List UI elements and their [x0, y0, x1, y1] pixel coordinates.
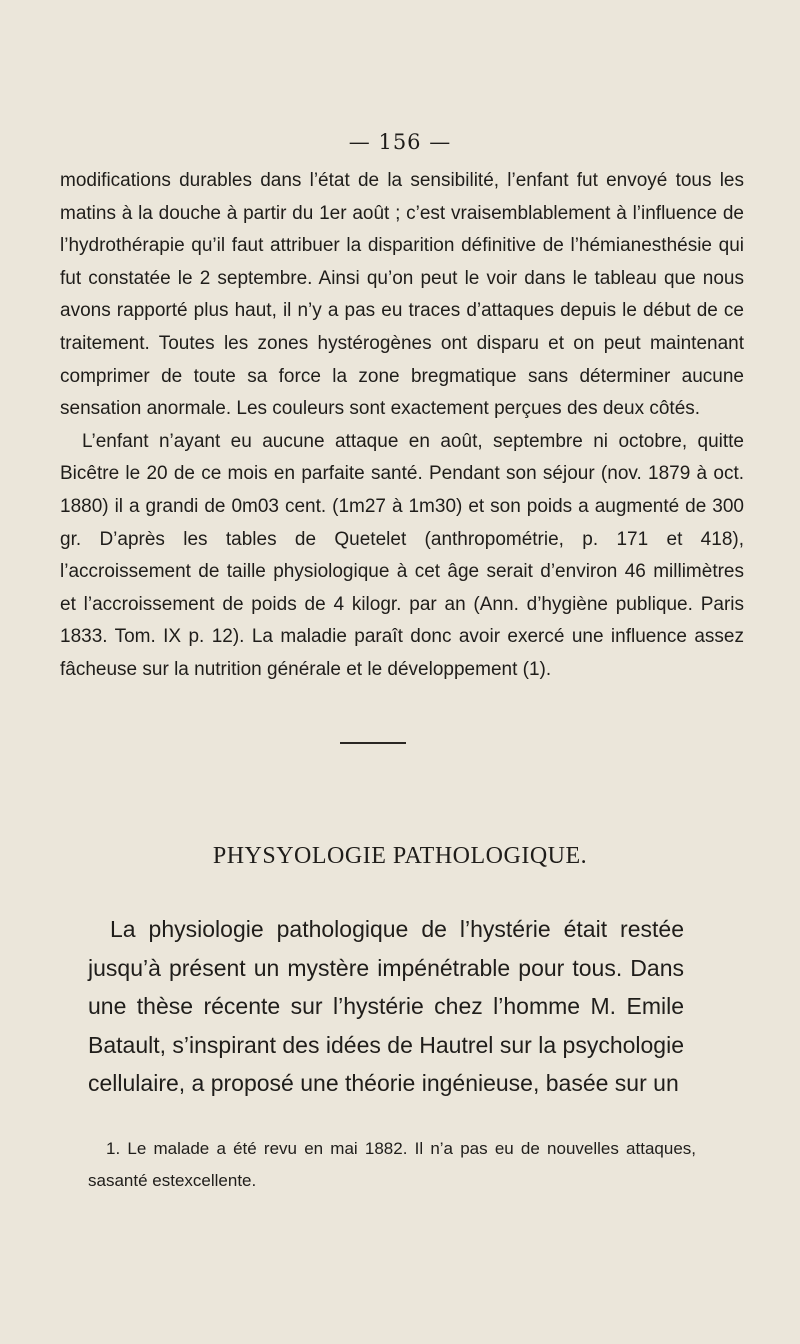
section-heading: PHYSYOLOGIE PATHOLOGIQUE.: [212, 843, 588, 869]
main-text: [60, 165, 744, 687]
section-body: [88, 910, 684, 1103]
paragraph-continuation: modifications durables dans l’état de la sensibilité, l’enfant fut envoyé tous les matins à la douche à partir du 1er août ; c’est vraisemblablement à l’influence de l’hydrothérapie qu’il faut attribuer la disparition définitive de l’hémianesthésie qui fut constatée le 2 septembre. Ainsi qu’on peut le voir dans le tableau que nous avons rapporté plus haut, il n’y a pas eu traces d’attaques depuis le début de ce traitement. Toutes les zones hystérogènes ont disparu et on peut maintenant comprimer de toute sa force la zone bregmatique sans déterminer aucune sensation anormale. Les couleurs sont exactement perçues des deux côtés.: [60, 170, 744, 420]
paragraph-physiology: La physiologie pathologique de l’hystérie était restée jusqu’à présent un mystère impénétrable pour tous. Dans une thèse récente sur l’hystérie chez l’homme M. Emile Batault, s’inspirant des idées de Hautrel sur la psychologie cellulaire, a proposé une théorie ingénieuse, basée sur un: [88, 916, 684, 1097]
paragraph-patient-discharge: L’enfant n’ayant eu aucune attaque en août, septembre ni octobre, quitte Bicêtre le 20 de ce mois en parfaite santé. Pendant son séjour (nov. 1879 à oct. 1880) il a grandi de 0m03 cent. (1m27 à 1m30) et son poids a augmenté de 300 gr. D’après les tables de Quetelet (anthropométrie, p. 171 et 418), l’accroissement de taille physiologique à cet âge serait d’environ 46 millimètres et l’accroissement de poids de 4 kilogr. par an (Ann. d’hygiène publique. Paris 1833. Tom. IX p. 12). La maladie paraît donc avoir exercé une influence assez fâcheuse sur la nutrition générale et le développement (1).: [60, 430, 744, 680]
page-number: — 156 —: [348, 130, 452, 154]
footnote-text: 1. Le malade a été revu en mai 1882. Il n’a pas eu de nouvelles attaques, sasanté estexcellente.: [88, 1139, 696, 1190]
footnote: [88, 1133, 696, 1197]
section-separator-rule: [340, 742, 406, 744]
